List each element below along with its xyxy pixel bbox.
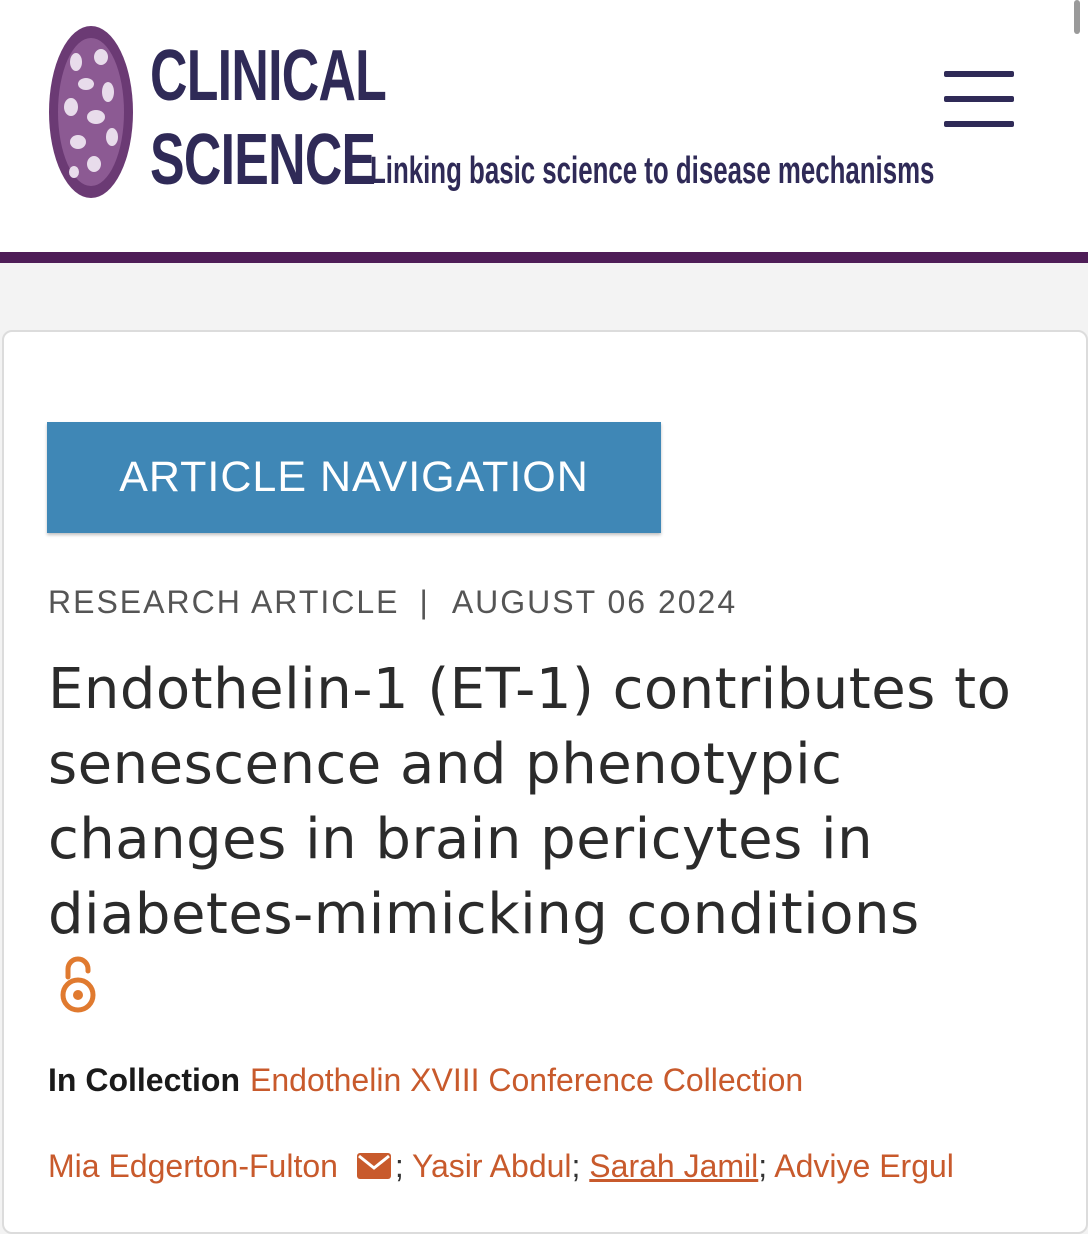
clinical-science-logo-icon[interactable] [46, 22, 136, 202]
author-link[interactable]: Sarah Jamil [589, 1148, 759, 1184]
collection-label: In Collection [48, 1062, 240, 1098]
author-link[interactable]: Yasir Abdul [412, 1148, 572, 1184]
publication-date: AUGUST 06 2024 [451, 584, 738, 620]
article-type: RESEARCH ARTICLE [48, 584, 400, 620]
author-separator: ; [758, 1148, 768, 1184]
hamburger-menu-icon[interactable] [940, 68, 1018, 134]
author-link[interactable]: Mia Edgerton-Fulton [48, 1148, 338, 1184]
article-navigation-button[interactable]: ARTICLE NAVIGATION [47, 422, 661, 533]
menu-bar [944, 96, 1014, 102]
author-separator: ; [571, 1148, 581, 1184]
journal-tagline: Linking basic science to disease mechanisms [370, 150, 935, 192]
open-access-lock-icon [56, 955, 100, 1015]
menu-bar [944, 71, 1014, 77]
meta-separator: | [419, 584, 430, 620]
collection-line [48, 1062, 803, 1099]
page-scrollbar[interactable] [1074, 0, 1080, 34]
author-link[interactable]: Adviye Ergul [774, 1148, 954, 1184]
logo-text-science: SCIENCE [150, 120, 376, 200]
article-meta [48, 584, 737, 621]
logo-text-clinical: CLINICAL [150, 36, 387, 116]
author-separator: ; [394, 1148, 404, 1184]
site-header [0, 0, 1088, 263]
article-title: Endothelin-1 (ET-1) contributes to senescence and phenotypic changes in brain pericytes in diabetes-mimicking conditions [48, 657, 1012, 947]
author-list [48, 1148, 954, 1185]
envelope-icon[interactable] [357, 1153, 391, 1179]
menu-bar [944, 121, 1014, 127]
collection-link[interactable]: Endothelin XVIII Conference Collection [250, 1062, 804, 1098]
